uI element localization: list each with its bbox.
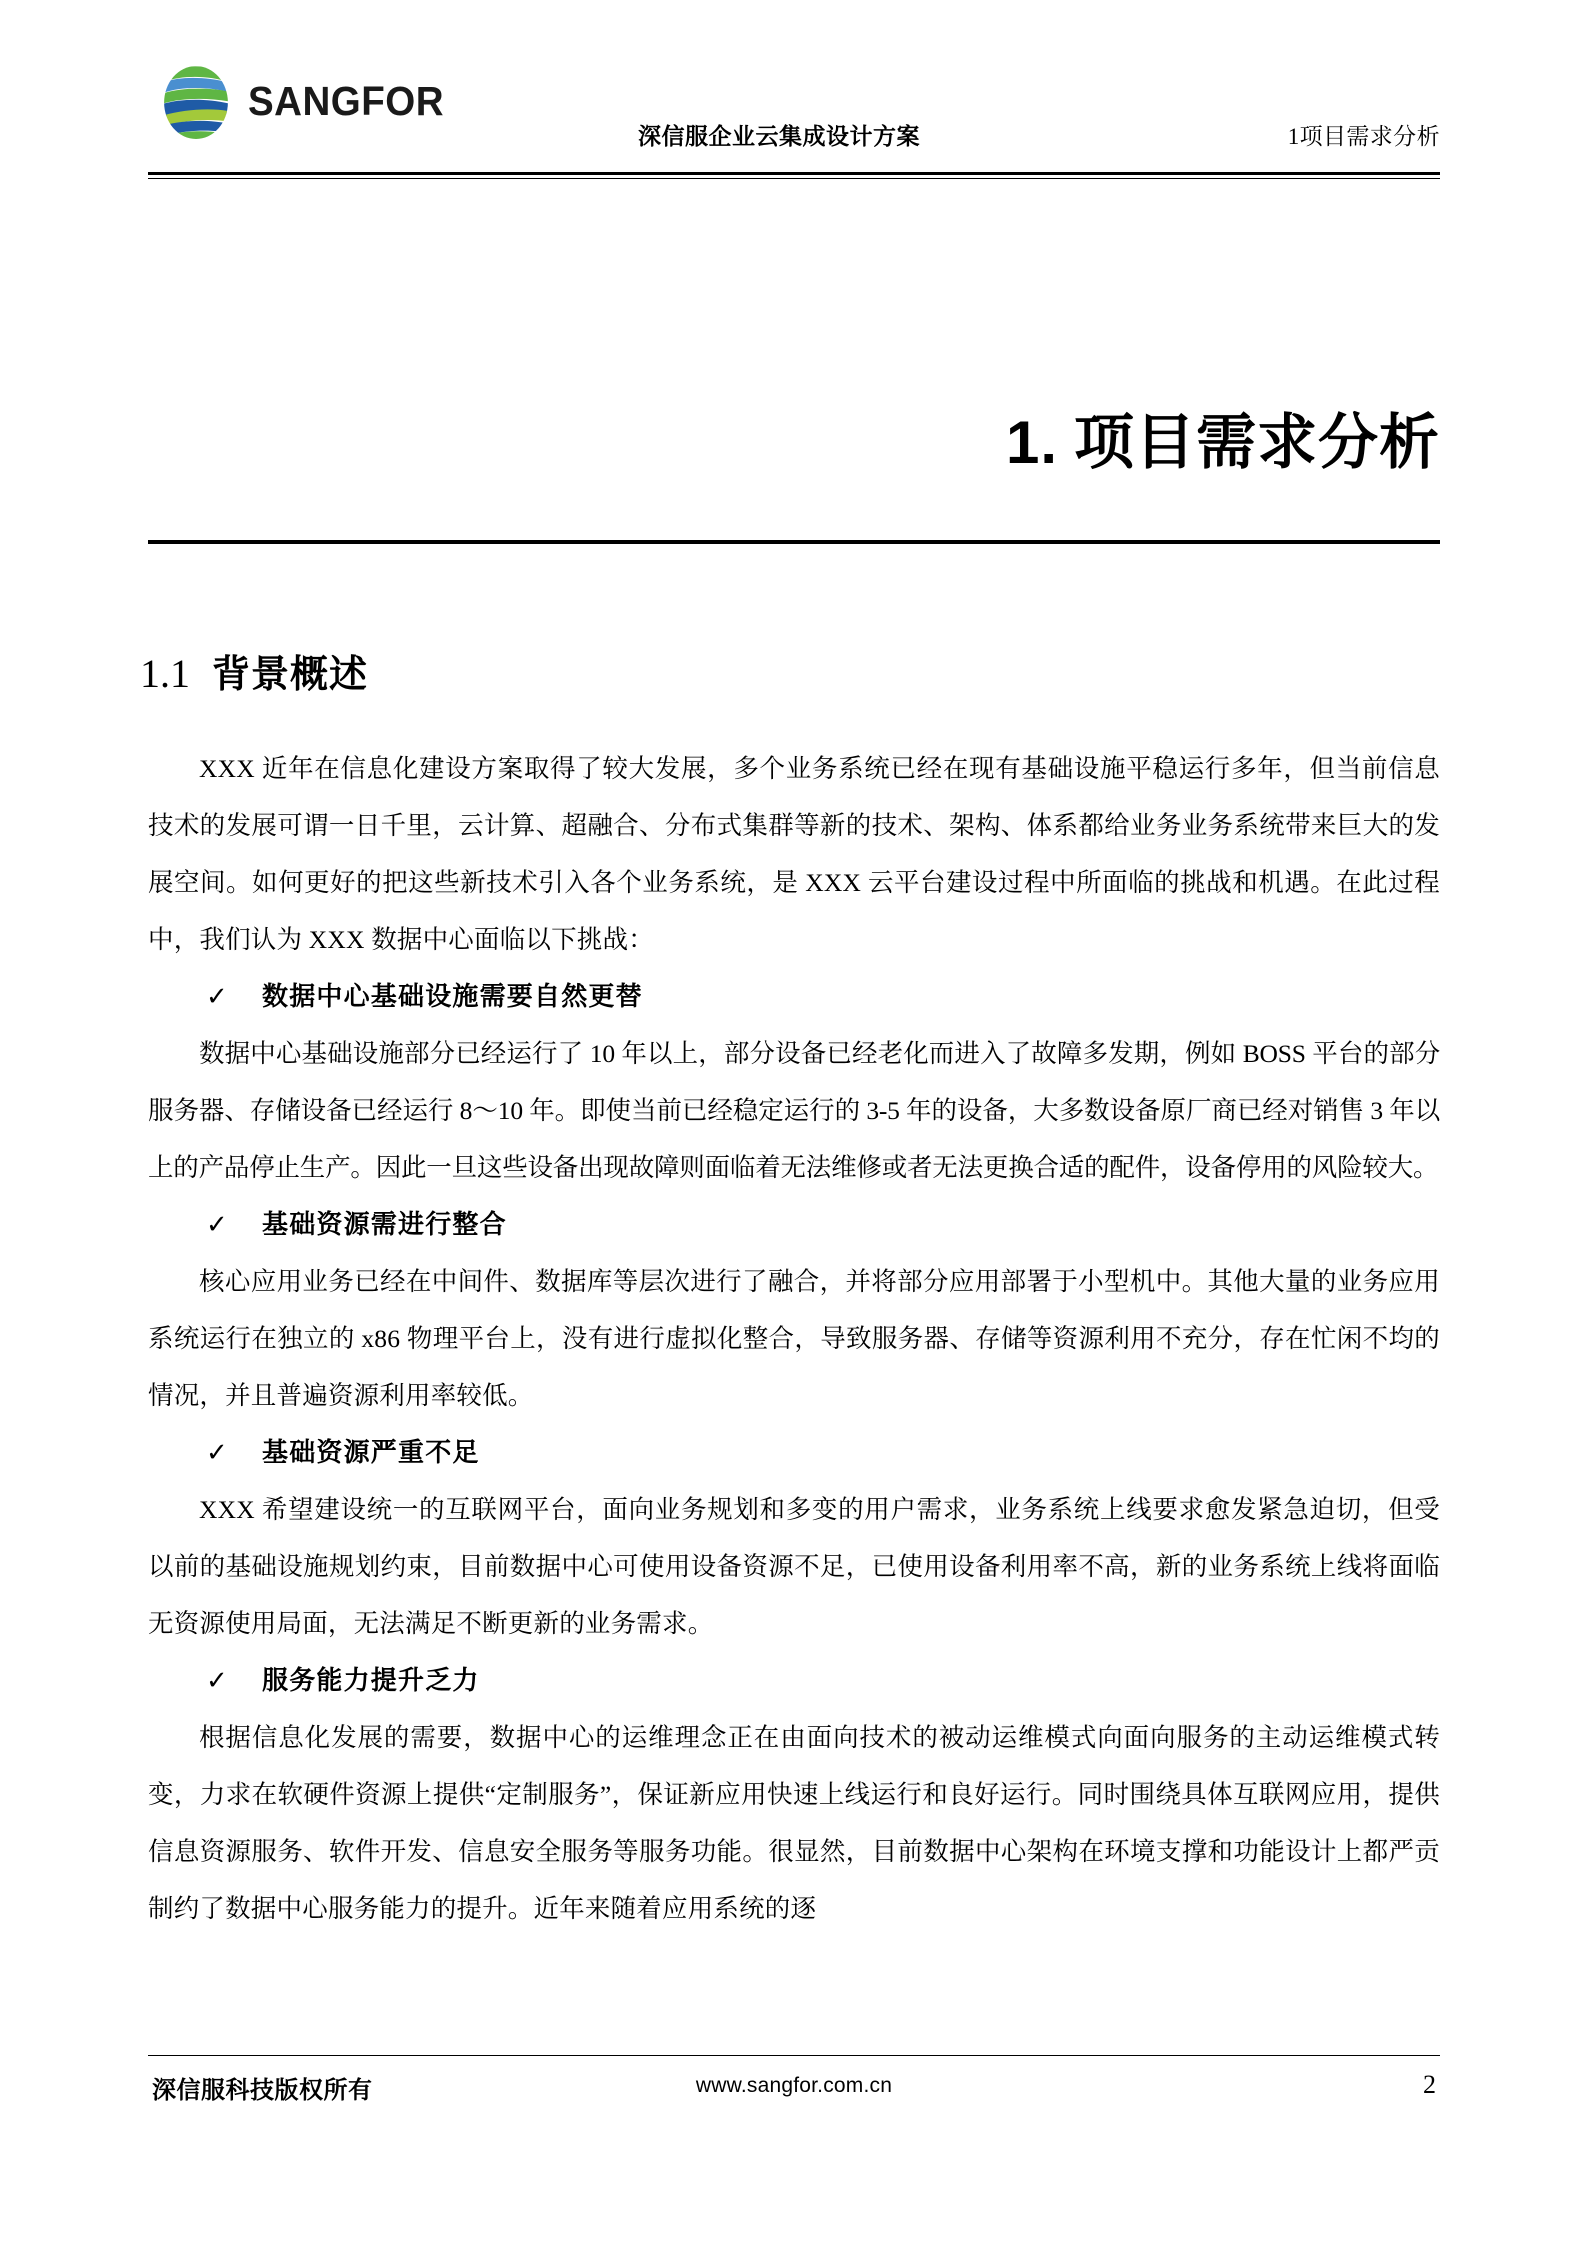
check-mark-icon: ✓: [206, 1438, 228, 1468]
bullet-item-4-heading: 服务能力提升乏力: [262, 1665, 480, 1695]
bullet-item-1: [148, 968, 1440, 1025]
header-rule-thin: [148, 178, 1440, 179]
header-row: [148, 52, 1440, 170]
bullet-item-3-heading: 基础资源严重不足: [262, 1437, 480, 1467]
bullet-item-2: [148, 1196, 1440, 1253]
document-body: [148, 740, 1440, 1937]
bullet-item-2-heading: 基础资源需进行整合: [262, 1209, 507, 1239]
brand-logo: [158, 60, 457, 142]
header-rule-thick: [148, 172, 1440, 175]
footer-copyright: 深信服科技版权所有: [152, 2077, 373, 2104]
title-rule: [148, 540, 1440, 544]
intro-paragraph: XXX 近年在信息化建设方案取得了较大发展，多个业务系统已经在现有基础设施平稳运行多年，但当前信息技术的发展可谓一日千里，云计算、超融合、分布式集群等新的技术、架构、体系都给业务业务系统带来巨大的发展空间。如何更好的把这些新技术引入各个业务系统，是 XXX 云平台建设过程中所面临的挑战和机遇。在此过程中，我们认为 XXX 数据中心面临以下挑战：: [148, 754, 1440, 954]
bullet-item-3-paragraph: XXX 希望建设统一的互联网平台，面向业务规划和多变的用户需求，业务系统上线要求愈发紧急迫切，但受以前的基础设施规划约束，目前数据中心可使用设备资源不足，已使用设备利用率不高，新的业务系统上线将面临无资源使用局面，无法满足不断更新的业务需求。: [148, 1495, 1440, 1638]
bullet-item-1-paragraph: 数据中心基础设施部分已经运行了 10 年以上，部分设备已经老化而进入了故障多发期，例如 BOSS 平台的部分服务器、存储设备已经运行 8～10 年。即使当前已经稳定运行的 3-5 年的设备，大多数设备原厂商已经对销售 3 年以上的产品停止生产。因此一旦这些设备出现故障则面临着无法维修或者无法更换合适的配件，设备停用的风险较大。: [148, 1039, 1440, 1182]
section-name: 背景概述: [212, 654, 369, 696]
bullet-item-3: [148, 1424, 1440, 1481]
bullet-item-4-paragraph: 根据信息化发展的需要，数据中心的运维理念正在由面向技术的被动运维模式向面向服务的主动运维模式转变，力求在软硬件资源上提供“定制服务”，保证新应用快速上线运行和良好运行。同时围绕具体互联网应用，提供信息资源服务、软件开发、信息安全服务等服务功能。很显然，目前数据中心架构在环境支撑和功能设计上都严贡制约了数据中心服务能力的提升。近年来随着应用系统的逐: [148, 1723, 1440, 1923]
footer-page-number: 2: [1423, 2070, 1436, 2099]
footer-website: www.sangfor.com.cn: [695, 2074, 893, 2097]
bullet-item-4: [148, 1652, 1440, 1709]
section-heading: [140, 650, 368, 699]
page-title-number: 1.: [1005, 409, 1058, 476]
header-document-title: 深信服企业云集成设计方案: [638, 123, 920, 149]
section-number: 1.1: [140, 651, 190, 696]
sangfor-globe-logo-icon: [158, 60, 234, 142]
footer-rule: [148, 2055, 1440, 2056]
bullet-item-1-heading: 数据中心基础设施需要自然更替: [262, 981, 643, 1011]
footer-row: [148, 2070, 1440, 2130]
brand-wordmark: SANGFOR: [248, 77, 444, 124]
check-mark-icon: ✓: [206, 982, 228, 1012]
page-title-text: 项目需求分析: [1074, 410, 1440, 476]
check-mark-icon: ✓: [206, 1210, 228, 1240]
page-footer: [148, 2055, 1440, 2130]
header-chapter-title: 1项目需求分析: [1287, 124, 1440, 149]
check-mark-icon: ✓: [206, 1666, 228, 1696]
bullet-item-2-paragraph: 核心应用业务已经在中间件、数据库等层次进行了融合，并将部分应用部署于小型机中。其他大量的业务应用系统运行在独立的 x86 物理平台上，没有进行虚拟化整合，导致服务器、存储等资源利用不充分，存在忙闲不均的情况，并且普遍资源利用率较低。: [148, 1267, 1440, 1410]
page-header: [148, 52, 1440, 192]
page-title: [148, 410, 1440, 476]
